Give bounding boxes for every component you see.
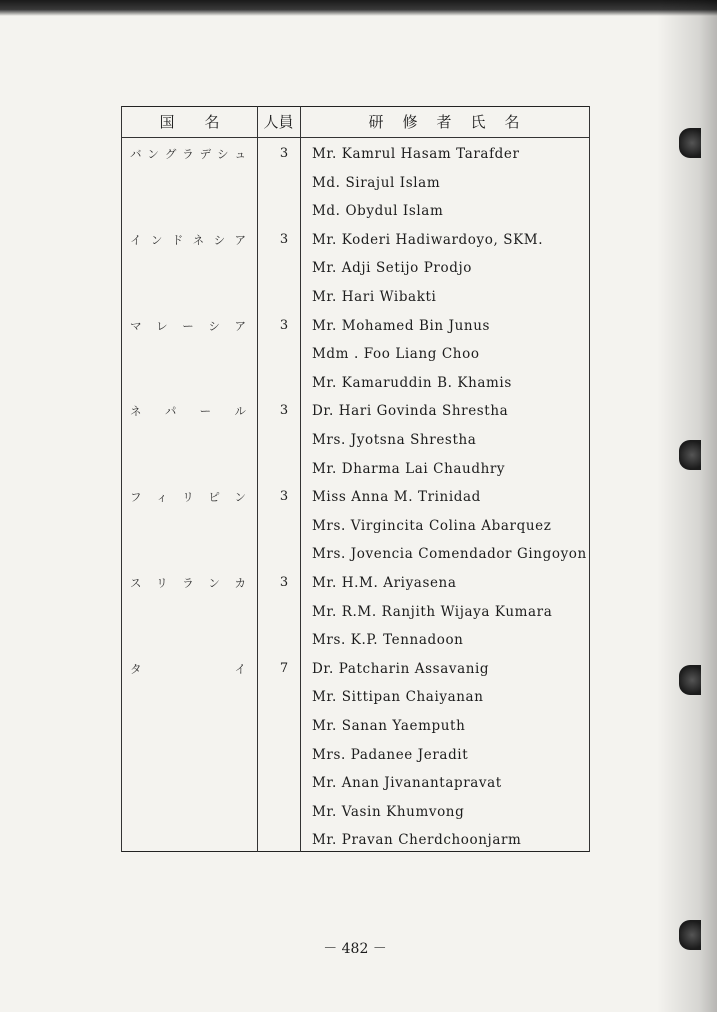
header-count: 人員 bbox=[263, 113, 294, 131]
page-number: － 482 － bbox=[323, 941, 387, 957]
count-cell: 3 bbox=[279, 146, 289, 161]
count-cell: 3 bbox=[279, 317, 289, 333]
participant-name-cell: Dr. Patcharin Assavanig bbox=[312, 660, 490, 677]
header-rule bbox=[122, 137, 590, 138]
participants-table bbox=[122, 106, 590, 852]
table-row bbox=[122, 798, 590, 826]
table-row bbox=[122, 455, 590, 483]
participant-name-cell: Md. Obydul Islam bbox=[312, 203, 444, 220]
binder-ring-icon bbox=[679, 665, 701, 695]
participant-name-cell: Mr. Sittipan Chaiyanan bbox=[312, 689, 484, 706]
table-row bbox=[122, 312, 590, 340]
table-row bbox=[122, 226, 590, 254]
binder-ring-icon bbox=[679, 128, 701, 158]
participant-name-cell: Dr. Hari Govinda Shrestha bbox=[312, 403, 509, 420]
participant-name-cell: Mr. Sanan Yaemputh bbox=[312, 718, 466, 734]
participant-name-cell: Mr. Koderi Hadiwardoyo, SKM. bbox=[312, 231, 544, 248]
country-cell: フ ィ リ ピ ン bbox=[130, 490, 246, 505]
table-row bbox=[122, 426, 590, 454]
participant-name-cell: Mr. H.M. Ariyasena bbox=[312, 575, 457, 591]
table-row bbox=[122, 340, 590, 368]
participant-name-cell: Mrs. Virgincita Colina Abarquez bbox=[312, 517, 552, 534]
country-cell: バ ン グ ラ デ シ ュ bbox=[130, 147, 246, 161]
participant-name-cell: Mr. Kamaruddin B. Khamis bbox=[312, 374, 512, 391]
table-row bbox=[122, 369, 590, 397]
table-row bbox=[122, 741, 590, 769]
page-top-edge bbox=[0, 0, 717, 16]
header-names: 研 修 者 氏 名 bbox=[368, 113, 522, 131]
header-country: 国 名 bbox=[159, 113, 220, 131]
table-row bbox=[122, 769, 590, 797]
table-row bbox=[122, 483, 590, 511]
participant-name-cell: Mr. Kamrul Hasam Tarafder bbox=[312, 146, 520, 162]
table-row bbox=[122, 254, 590, 282]
country-cell: ネ パ ー ル bbox=[130, 404, 246, 419]
table-row bbox=[122, 683, 590, 711]
table-row bbox=[122, 598, 590, 626]
table-row bbox=[122, 569, 590, 597]
participant-name-cell: Mdm . Foo Liang Choo bbox=[312, 346, 480, 363]
table-row bbox=[122, 169, 590, 197]
participant-name-cell: Mr. Dharma Lai Chaudhry bbox=[312, 460, 506, 477]
table-row bbox=[122, 540, 590, 568]
table-row bbox=[122, 626, 590, 654]
table-row bbox=[122, 283, 590, 311]
country-cell: イ ン ド ネ シ ア bbox=[130, 232, 246, 247]
participant-name-cell: Mrs. Jyotsna Shrestha bbox=[312, 432, 477, 448]
binder-ring-icon bbox=[679, 440, 701, 470]
country-cell: ス リ ラ ン カ bbox=[130, 576, 246, 590]
country-cell: タ イ bbox=[130, 661, 246, 676]
participant-name-cell: Mrs. Jovencia Comendador Gingoyon bbox=[312, 546, 587, 563]
participant-name-cell: Mrs. Padanee Jeradit bbox=[312, 746, 469, 763]
count-cell: 3 bbox=[279, 231, 289, 247]
table-row bbox=[122, 397, 590, 425]
table-row bbox=[122, 512, 590, 540]
binder-ring-icon bbox=[679, 920, 701, 950]
participant-name-cell: Mr. Pravan Cherdchoonjarm bbox=[312, 832, 522, 849]
participant-name-cell: Mr. Anan Jivanantapravat bbox=[312, 775, 502, 792]
count-cell: 7 bbox=[279, 660, 289, 676]
country-cell: マ レ ー シ ア bbox=[130, 318, 246, 333]
count-cell: 3 bbox=[279, 575, 289, 590]
participant-name-cell: Mrs. K.P. Tennadoon bbox=[312, 632, 464, 649]
participant-name-cell: Mr. Vasin Khumvong bbox=[312, 803, 465, 820]
participant-name-cell: Miss Anna M. Trinidad bbox=[312, 489, 481, 506]
count-cell: 3 bbox=[279, 403, 289, 419]
table-row bbox=[122, 826, 590, 854]
count-cell: 3 bbox=[279, 489, 289, 505]
participant-name-cell: Mr. Adji Setijo Prodjo bbox=[312, 260, 472, 277]
participant-name-cell: Mr. Hari Wibakti bbox=[312, 289, 437, 305]
table-row bbox=[122, 140, 590, 168]
table-row bbox=[122, 655, 590, 683]
participant-name-cell: Mr. R.M. Ranjith Wijaya Kumara bbox=[312, 603, 553, 620]
table-row bbox=[122, 712, 590, 740]
table-row bbox=[122, 197, 590, 225]
participant-name-cell: Md. Sirajul Islam bbox=[312, 174, 441, 191]
participant-name-cell: Mr. Mohamed Bin Junus bbox=[312, 317, 491, 334]
